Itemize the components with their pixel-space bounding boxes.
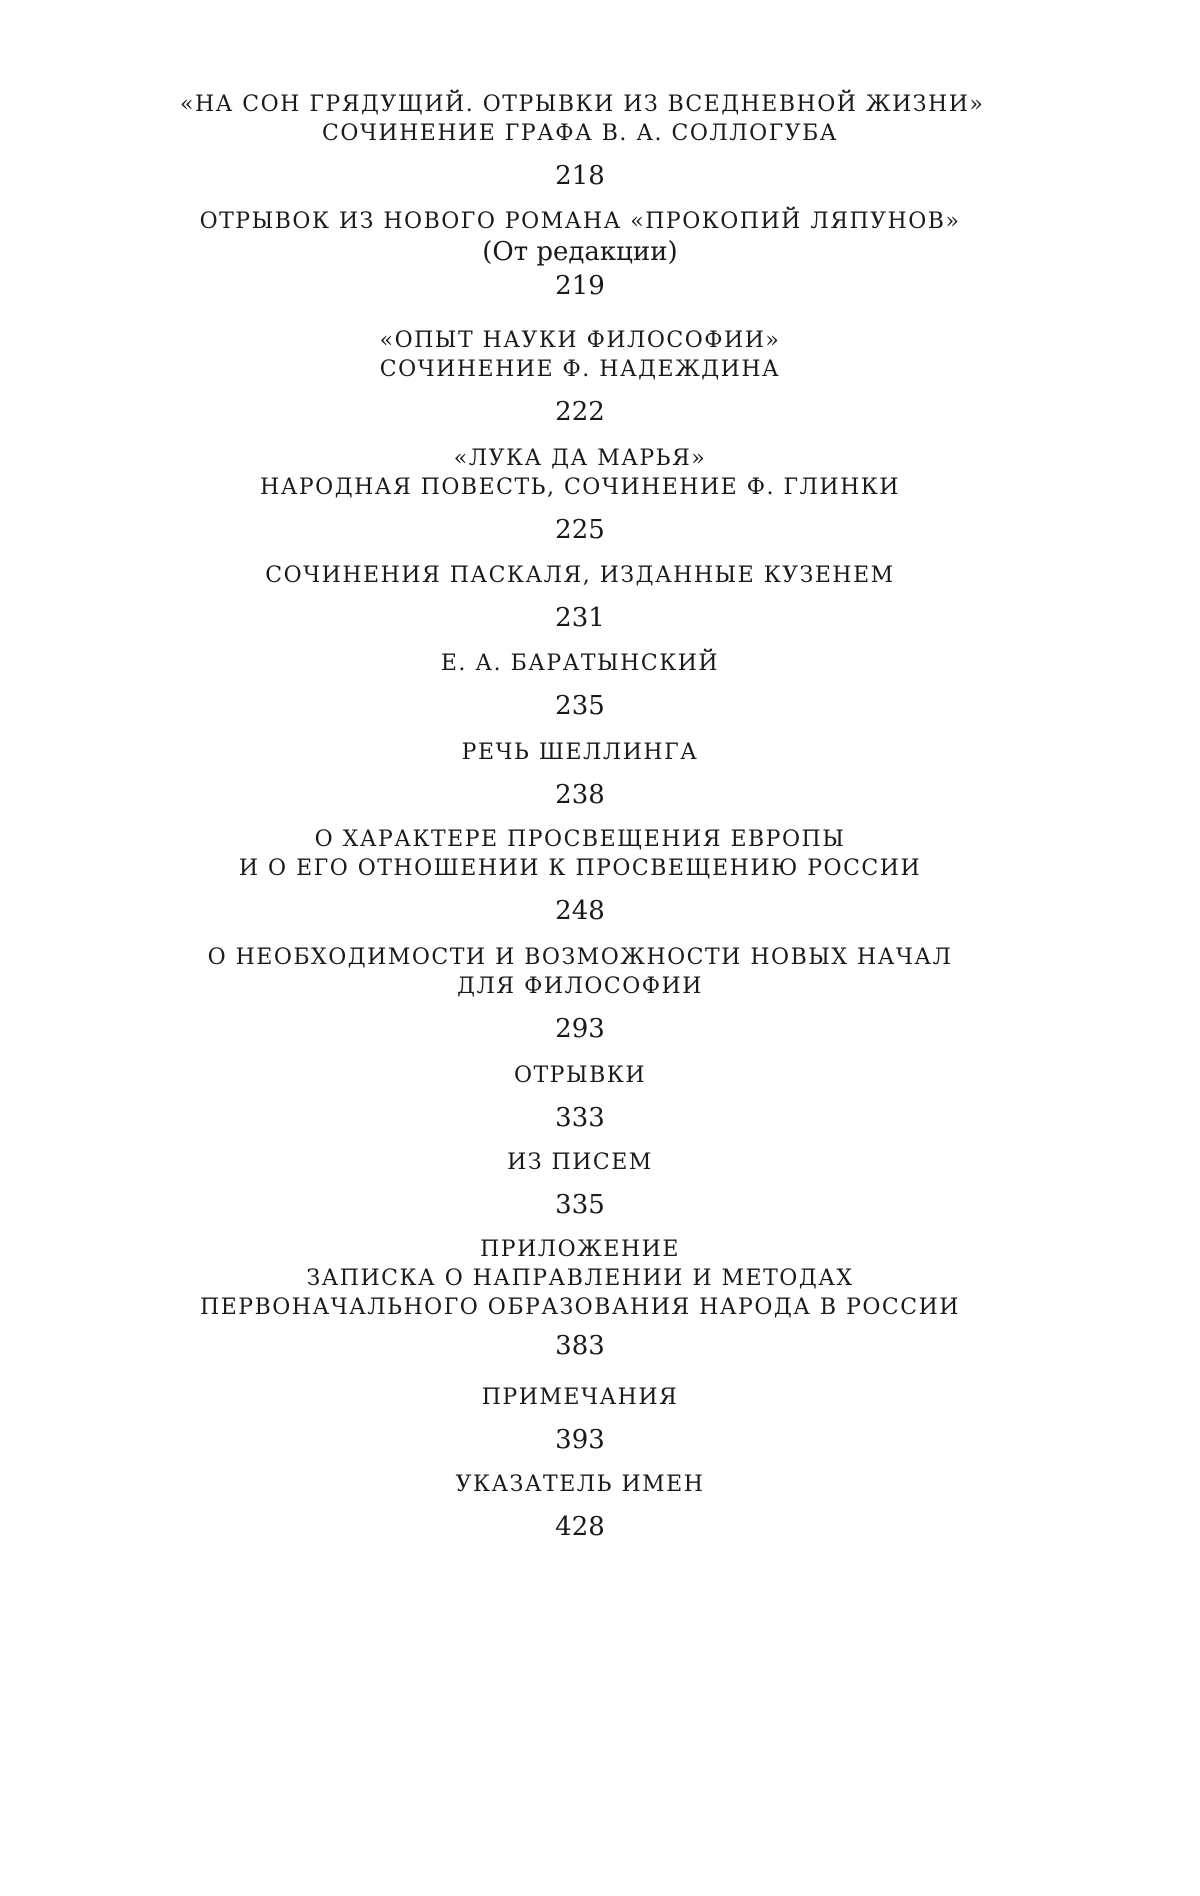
toc-entry (180, 1148, 980, 1221)
toc-entry (180, 561, 980, 634)
entry-title-line: ПРИМЕЧАНИЯ (481, 1385, 679, 1410)
entry-title-line: УКАЗАТЕЛЬ ИМЕН (455, 1472, 705, 1497)
toc-entry (180, 1061, 980, 1134)
entry-title-line: И О ЕГО ОТНОШЕНИИ К ПРОСВЕЩЕНИЮ РОССИИ (238, 856, 922, 881)
entry-title-line: ПРИЛОЖЕНИЕ (480, 1237, 680, 1262)
entry-title-line: ПЕРВОНАЧАЛЬНОГО ОБРАЗОВАНИЯ НАРОДА В РОССИИ (200, 1295, 960, 1320)
entry-title-line: СОЧИНЕНИЕ Ф. НАДЕЖДИНА (379, 357, 781, 382)
toc-entry (180, 1470, 980, 1543)
toc-entry (180, 326, 980, 428)
entry-title-line: СОЧИНЕНИЕ ГРАФА В. А. СОЛЛОГУБА (322, 121, 838, 146)
toc-entry (180, 825, 980, 927)
toc-entry (180, 207, 980, 302)
entry-title-line: СОЧИНЕНИЯ ПАСКАЛЯ, ИЗДАННЫЕ КУЗЕНЕМ (265, 563, 895, 588)
entry-page-number: 235 (555, 691, 605, 721)
entry-title-line: Е. А. БАРАТЫНСКИЙ (440, 651, 720, 676)
toc-entry (180, 1235, 980, 1362)
entry-subtitle: (От редакции) (482, 237, 678, 267)
entry-title-line: ЗАПИСКА О НАПРАВЛЕНИИ И МЕТОДАХ (306, 1266, 854, 1291)
entry-title-line: ОТРЫВОК ИЗ НОВОГО РОМАНА «ПРОКОПИЙ ЛЯПУНОВ» (199, 209, 961, 234)
entry-title-line: ОТРЫВКИ (513, 1063, 647, 1088)
toc-entry (180, 943, 980, 1045)
entry-page-number: 293 (555, 1014, 605, 1044)
toc-entry (180, 90, 985, 192)
entry-title-line: «НА СОН ГРЯДУЩИЙ. ОТРЫВКИ ИЗ ВСЕДНЕВНОЙ ЖИЗНИ» (180, 92, 985, 117)
entry-page-number: 219 (555, 271, 605, 301)
entry-page-number: 231 (555, 603, 605, 633)
toc-entry (180, 1383, 980, 1456)
entry-page-number: 333 (555, 1103, 605, 1133)
entry-title-line: НАРОДНАЯ ПОВЕСТЬ, СОЧИНЕНИЕ Ф. ГЛИНКИ (260, 475, 900, 500)
toc-entry (180, 444, 980, 546)
entry-title-line: О ХАРАКТЕРЕ ПРОСВЕЩЕНИЯ ЕВРОПЫ (314, 827, 846, 852)
entry-title-line: «ЛУКА ДА МАРЬЯ» (453, 446, 707, 471)
toc-entry (180, 738, 980, 811)
entry-page-number: 222 (555, 397, 605, 427)
entry-page-number: 225 (555, 515, 605, 545)
entry-page-number: 248 (555, 896, 605, 926)
entry-page-number: 218 (555, 161, 605, 191)
entry-title-line: РЕЧЬ ШЕЛЛИНГА (461, 740, 699, 765)
entry-page-number: 383 (555, 1331, 605, 1361)
entry-title-line: «ОПЫТ НАУКИ ФИЛОСОФИИ» (379, 328, 781, 353)
entry-page-number: 393 (555, 1425, 605, 1455)
entry-page-number: 335 (555, 1190, 605, 1220)
entry-title-line: О НЕОБХОДИМОСТИ И ВОЗМОЖНОСТИ НОВЫХ НАЧАЛ (207, 945, 953, 970)
entry-title-line: ИЗ ПИСЕМ (507, 1150, 653, 1175)
entry-title-line: ДЛЯ ФИЛОСОФИИ (457, 974, 703, 999)
entry-page-number: 238 (555, 780, 605, 810)
toc-entry (180, 649, 980, 722)
entry-page-number: 428 (555, 1512, 605, 1542)
